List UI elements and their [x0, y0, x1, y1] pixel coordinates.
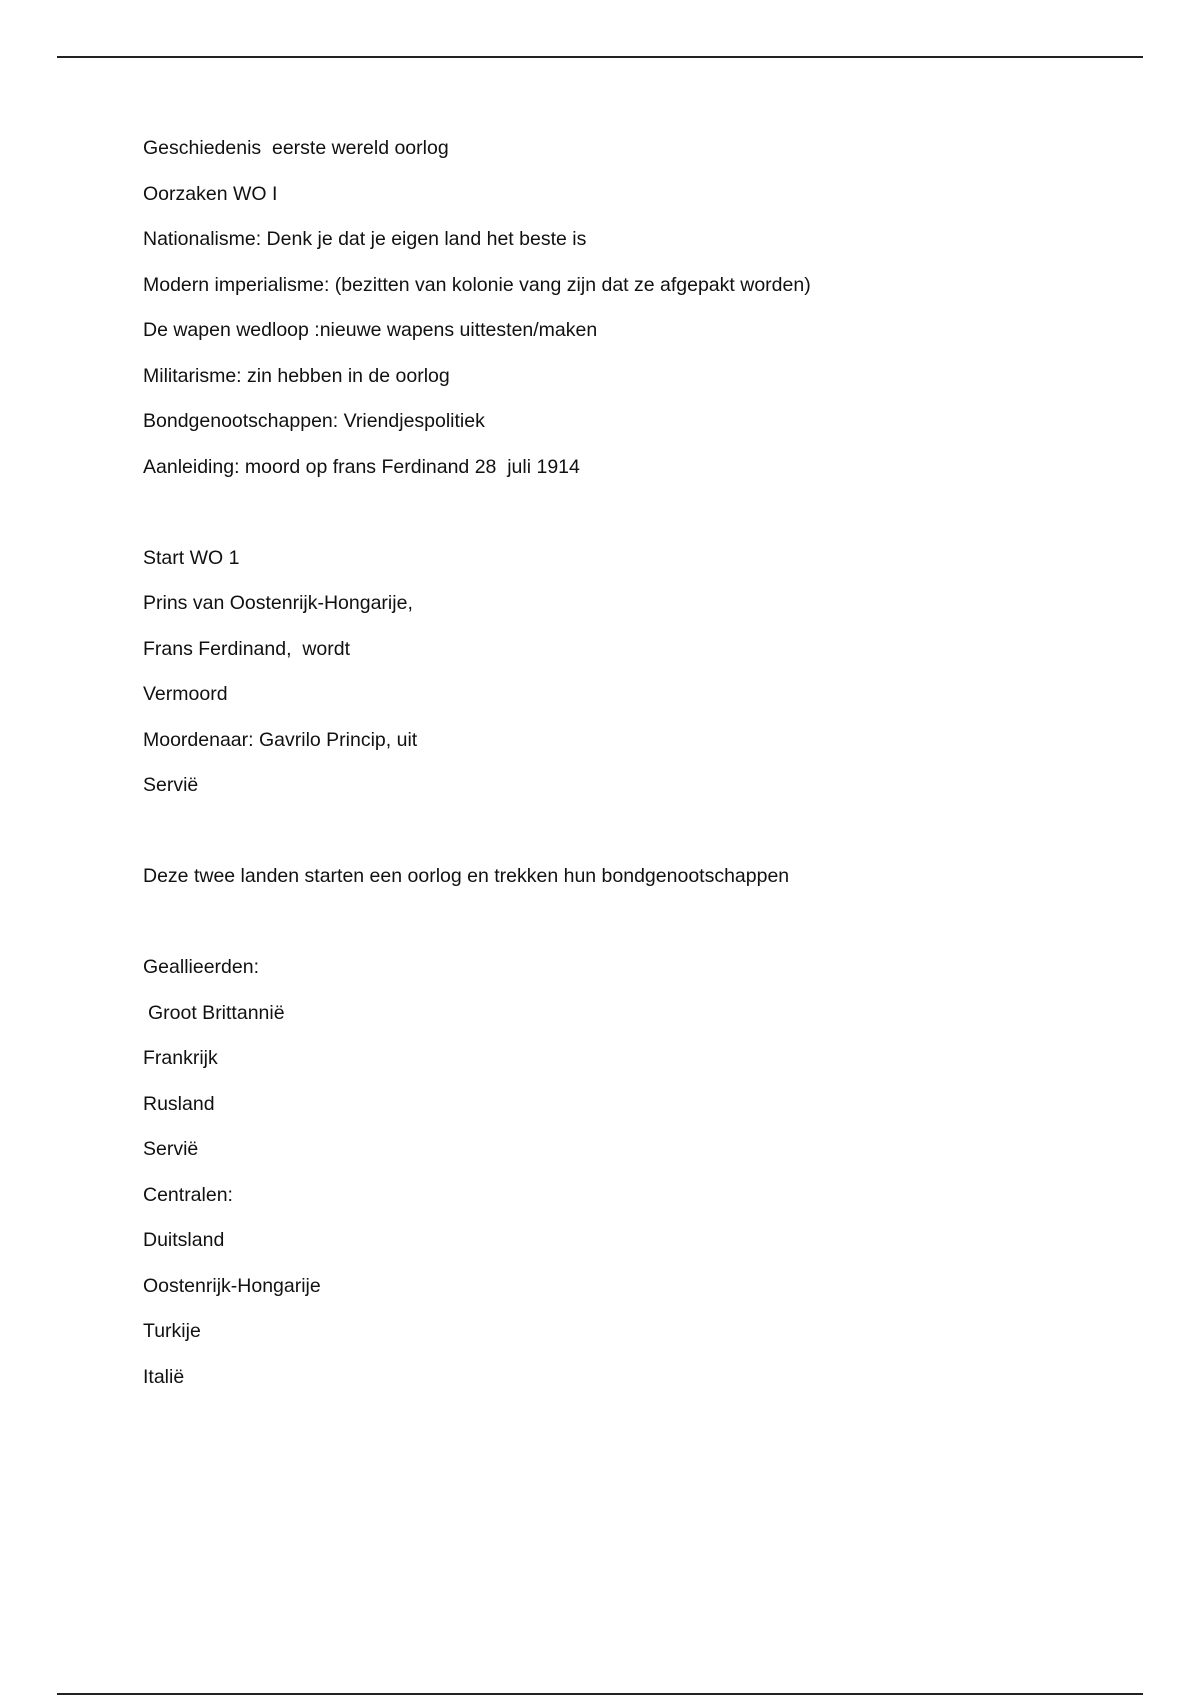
start-line: Servië — [143, 774, 199, 796]
document-body — [143, 138, 1103, 1412]
cause-item: De wapen wedloop :nieuwe wapens uittesten/maken — [143, 319, 598, 341]
central-item: Turkije — [143, 1320, 201, 1342]
header-rule — [57, 56, 1143, 58]
start-line: Vermoord — [143, 683, 228, 705]
allies-label: Geallieerden: — [143, 956, 259, 978]
ally-item: Servië — [143, 1138, 199, 1160]
cause-item: Nationalisme: Denk je dat je eigen land het beste is — [143, 228, 587, 250]
causes-heading: Oorzaken WO I — [143, 182, 278, 205]
start-line: Prins van Oostenrijk-Hongarije, — [143, 592, 413, 614]
cause-item: Militarisme: zin hebben in de oorlog — [143, 364, 450, 387]
cause-item: Bondgenootschappen: Vriendjespolitiek — [143, 410, 485, 432]
ally-item: Frankrijk — [143, 1047, 218, 1069]
central-item: Oostenrijk-Hongarije — [143, 1274, 321, 1297]
cause-item: Aanleiding: moord op frans Ferdinand 28 juli 1914 — [143, 455, 580, 478]
blank-line — [143, 821, 1103, 867]
central-item: Duitsland — [143, 1229, 225, 1251]
start-line: Moordenaar: Gavrilo Princip, uit — [143, 728, 418, 751]
footer-rule — [57, 1693, 1143, 1695]
central-label: Centralen: — [143, 1183, 233, 1206]
blank-line — [143, 502, 1103, 548]
blank-line — [143, 912, 1103, 958]
ally-item: Groot Brittannië — [148, 1001, 285, 1024]
war-start-text: Deze twee landen starten een oorlog en trekken hun bondgenootschappen — [143, 865, 790, 887]
start-heading: Start WO 1 — [143, 546, 240, 569]
start-line: Frans Ferdinand, wordt — [143, 637, 351, 660]
document-title: Geschiedenis eerste wereld oorlog — [143, 137, 449, 159]
cause-item: Modern imperialisme: (bezitten van kolonie vang zijn dat ze afgepakt worden) — [143, 273, 811, 296]
central-item: Italië — [143, 1365, 185, 1388]
ally-item: Rusland — [143, 1092, 215, 1115]
